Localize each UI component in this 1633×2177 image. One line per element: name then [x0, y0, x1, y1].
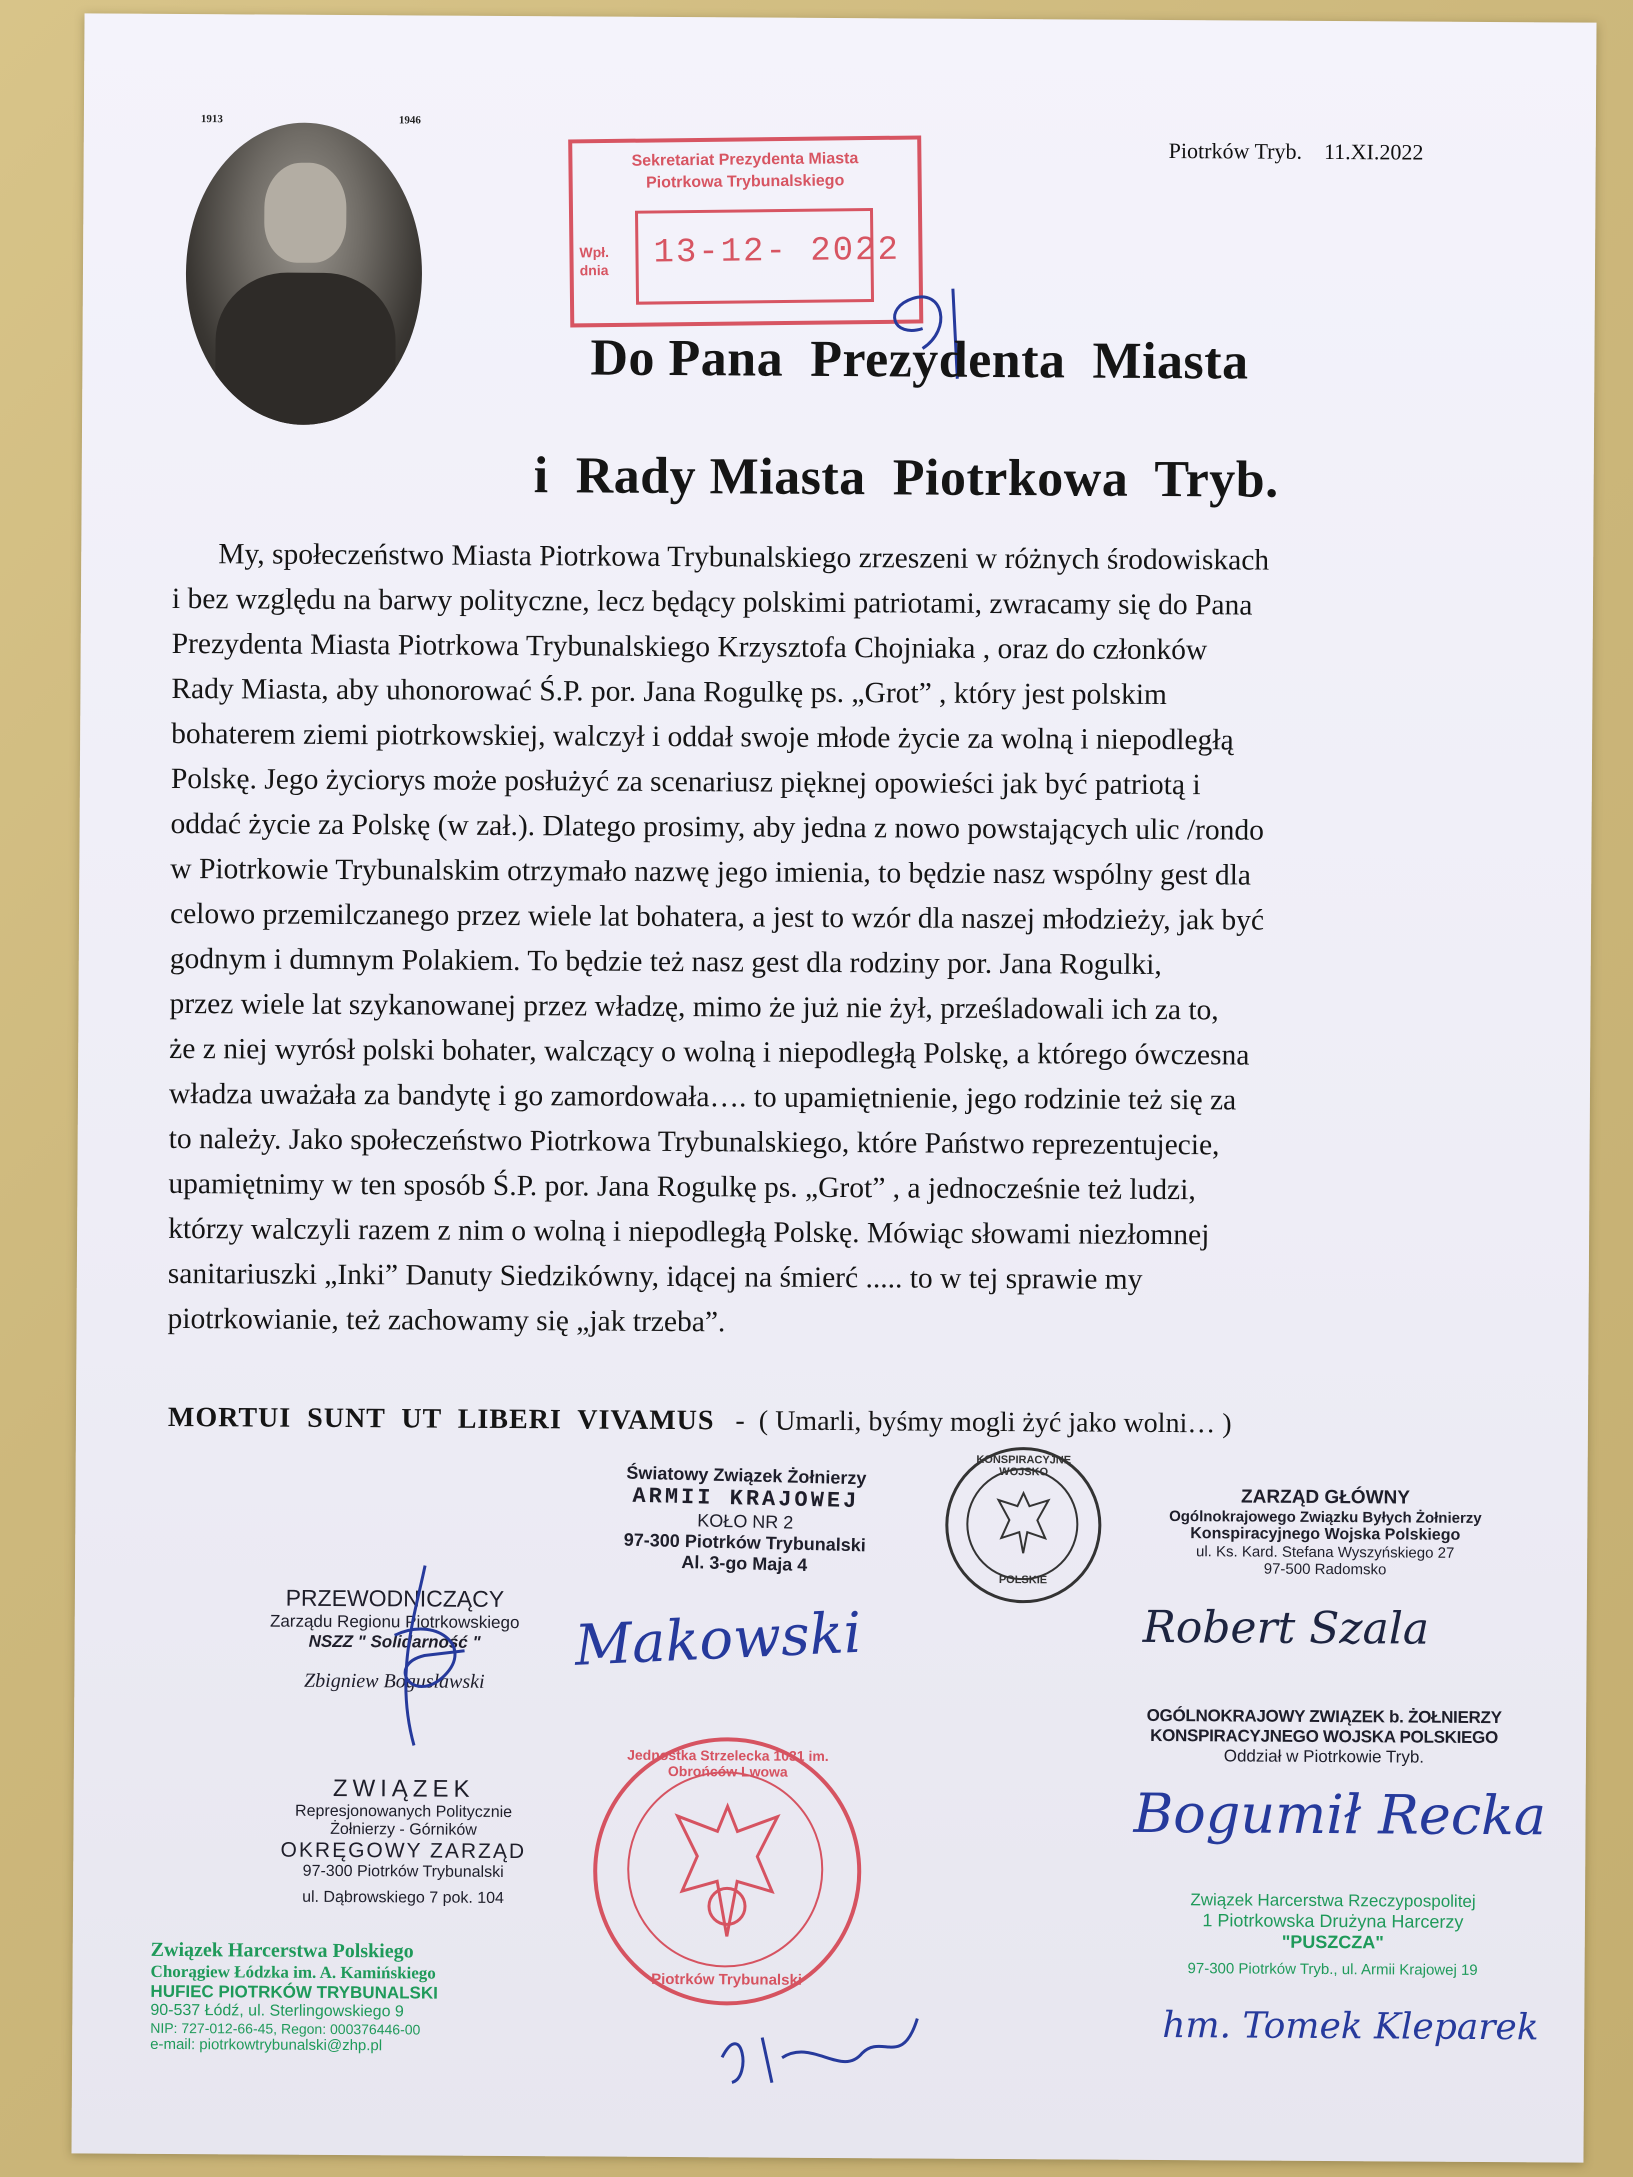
- body-line: My, społeczeństwo Miasta Piotrkowa Trybunalskiego zrzeszeni w różnych środowiskach: [218, 538, 1270, 577]
- stamp-labels: [579, 243, 609, 279]
- stamp-line: 97-300 Piotrków Tryb., ul. Armii Krajowej 19: [1187, 1960, 1478, 1979]
- death-year: 1946: [398, 114, 421, 127]
- stamp-line: KONSPIRACYJNEGO WOJSKA POLSKIEGO: [1150, 1725, 1498, 1748]
- stamp-line: Żołnierzy - Górników: [330, 1820, 477, 1839]
- body-line: oddać życie za Polskę (w zał.). Dlatego prosimy, aby jedna z nowo powstających ulic /rondo: [170, 807, 1265, 847]
- motto-latin: MORTUI SUNT UT LIBERI VIVAMUS: [167, 1401, 715, 1437]
- stamp-line: Chorągiew Łódzka im. A. Kamińskiego: [150, 1961, 436, 1983]
- stamp-line: Al. 3-go Maja 4: [681, 1551, 808, 1575]
- jednostka-bottom-text: Piotrków Trybunalski: [651, 1970, 803, 1989]
- stamp-line: ul. Dąbrowskiego 7 pok. 104: [302, 1888, 505, 1907]
- body-line: Rady Miasta, aby uhonorować Ś.P. por. Jana Rogulkę ps. „Grot” , który jest polskim: [171, 672, 1168, 712]
- body-line: bohaterem ziemi piotrkowskiej, walczył i oddał swoje młode życie za wolną i niepodległą: [171, 717, 1234, 757]
- letter-page: [71, 13, 1596, 2162]
- stamp-line: 1 Piotrkowska Drużyna Harcerzy: [1202, 1910, 1464, 1932]
- body-line: upamiętnimy w ten sposób Ś.P. por. Jana Rogulkę ps. „Grot” , a jednocześnie też ludzi,: [168, 1167, 1196, 1207]
- stamp-line: ARMII KRAJOWEJ: [632, 1483, 860, 1515]
- stamp-line: ul. Ks. Kard. Stefana Wyszyńskiego 27: [1195, 1543, 1455, 1562]
- stamp-line: e-mail: piotrkowtrybunalski@zhp.pl: [150, 2035, 383, 2055]
- signature-recka: Bogumił Recka: [1133, 1781, 1547, 1848]
- body-line: przez wiele lat szykanowanej przez władzę, mimo że już nie żył, prześladowali ich za to,: [169, 987, 1219, 1027]
- body-line: w Piotrkowie Trybunalskim otrzymało nazwę jego imienia, to będzie nasz wspólny gest dla: [170, 852, 1252, 892]
- title-line-1: Do Pana Prezydenta Miasta: [590, 329, 1249, 391]
- stamp-line: KOŁO NR 2: [697, 1510, 794, 1533]
- body-line: władza uważała za bandytę i go zamordowała…. to upamiętnienie, jego rodzinie też się za: [168, 1077, 1237, 1117]
- stamp-line: ZARZĄD GŁÓWNY: [1241, 1486, 1411, 1509]
- zhr-stamp: [1133, 1890, 1534, 1979]
- signature-kleparek: hm. Tomek Kleparek: [1162, 2005, 1539, 2049]
- stamp-line: Zbigniew Bogusławski: [304, 1669, 485, 1693]
- motto: [168, 1402, 1232, 1440]
- body-line: piotrkowianie, też zachowamy się „jak trzeba”.: [167, 1302, 726, 1339]
- stamp-line: Zarządu Regionu Piotrkowskiego: [269, 1611, 520, 1633]
- stamp-line: NIP: 727-012-66-45, Regon: 000376446-00: [150, 2019, 421, 2038]
- body-line: że z niej wyrósł polski bohater, walczący o wolną i niepodległą Polskę, a którego ówczesna: [169, 1032, 1250, 1072]
- stamp-line: Represjonowanych Politycznie: [295, 1802, 513, 1822]
- ak-stamp: [554, 1461, 936, 1579]
- stamp-line: HUFIEC PIOTRKÓW TRYBUNALSKI: [150, 1981, 438, 2003]
- stamp-line: Związek Harcerstwa Rzeczypospolitej: [1190, 1890, 1476, 1911]
- stamp-line: 97-300 Piotrków Trybunalski: [302, 1862, 504, 1881]
- oddzial-stamp: [1114, 1706, 1534, 1769]
- place-date: Piotrków Tryb. 11.XI.2022: [1168, 138, 1424, 165]
- stamp-line: 90-537 Łódź, ul. Sterlingowskiego 9: [150, 2001, 404, 2021]
- stamp-line: Związek Harcerstwa Polskiego: [150, 1938, 414, 1963]
- stamp-line: PRZEWODNICZĄCY: [285, 1584, 505, 1612]
- stamp-line: 97-300 Piotrków Trybunalski: [623, 1529, 867, 1556]
- signature-scribble: [354, 1555, 495, 1756]
- stamp-line: "PUSZCZA": [1281, 1931, 1384, 1953]
- portrait-photo: [185, 122, 423, 425]
- stamp-line: OKRĘGOWY ZARZĄD: [280, 1838, 527, 1864]
- eagle-icon: [667, 1796, 788, 1947]
- reception-stamp: [568, 135, 923, 327]
- wpl-label: Wpł.: [579, 243, 610, 261]
- stamp-line: Światowy Związek Żołnierzy: [626, 1462, 867, 1489]
- stamp-line: Ogólnokrajowego Związku Byłych Żołnierzy: [1169, 1508, 1482, 1527]
- letter-body: [167, 532, 1517, 1350]
- body-line: godnym i dumnym Polakiem. To będzie też nasz gest dla rodziny por. Jana Rogulki,: [169, 942, 1162, 981]
- body-line: którzy walczyli razem z nim o wolną i niepodległą Polskę. Mówiąc słowami niezłomnej: [168, 1212, 1210, 1252]
- signature-szala: Robert Szala: [1142, 1601, 1430, 1655]
- body-line: Prezydenta Miasta Piotrkowa Trybunalskiego Krzysztofa Chojniaka , oraz do członków: [171, 627, 1208, 667]
- stamp-line: Piotrkowa Trybunalskiego: [645, 172, 845, 192]
- stamp-date: 13-12- 2022: [653, 231, 901, 273]
- stamp-line: 97-500 Radomsko: [1263, 1560, 1387, 1579]
- zhp-stamp: [150, 1939, 571, 2056]
- title-line-2: i Rady Miasta Piotrkowa Tryb.: [533, 447, 1279, 509]
- portrait-head: [264, 163, 347, 263]
- dnia-label: dnia: [579, 262, 609, 279]
- kwp-round-stamp: [945, 1447, 1102, 1604]
- stamp-line: Oddział w Piotrkowie Tryb.: [1223, 1746, 1425, 1767]
- kwp-ring-text: KONSPIRACYJNE WOJSKO: [976, 1453, 1072, 1479]
- signature-scribble: [712, 1997, 933, 2098]
- stamp-line: NSZZ " Solidarność ": [308, 1631, 481, 1652]
- jednostka-ring-text: Jednostka Strzelecka 1031 im. Obrońców Lwowa: [627, 1746, 829, 1780]
- stamp-line: ZWIĄZEK: [332, 1774, 475, 1803]
- eagle-icon: [993, 1488, 1053, 1558]
- signature-makowski: Makowski: [573, 1600, 863, 1679]
- kwp-bottom-text: POLSKIE: [998, 1574, 1048, 1587]
- zwiazek-gornikow-stamp: [223, 1774, 584, 1908]
- body-line: celowo przemilczanego przez wiele lat bohatera, a jest to wzór dla naszej młodzieży, jak być: [169, 897, 1265, 937]
- zarzad-glowny-stamp: [1135, 1486, 1516, 1579]
- stamp-line: Konspiracyjnego Wojska Polskiego: [1190, 1525, 1461, 1544]
- motto-translation: - ( Umarli, byśmy mogli żyć jako wolni… ): [735, 1405, 1232, 1440]
- stamp-line: Sekretariat Prezydenta Miasta: [631, 150, 859, 170]
- body-line: Polskę. Jego życiorys może posłużyć za scenariusz pięknej opowieści jak być patriotą i: [170, 762, 1201, 802]
- body-line: i bez względu na barwy polityczne, lecz będący polskimi patriotami, zwracamy się do Pana: [171, 582, 1253, 622]
- portrait-uniform: [215, 272, 396, 425]
- jednostka-round-stamp: [592, 1737, 862, 2007]
- stamp-line: OGÓLNOKRAJOWY ZWIĄZEK b. ŻOŁNIERZY: [1146, 1705, 1502, 1728]
- birth-year: 1913: [200, 113, 223, 126]
- body-line: to należy. Jako społeczeństwo Piotrkowa Trybunalskiego, które Państwo reprezentujecie,: [168, 1122, 1220, 1162]
- body-line: sanitariuszki „Inki” Danuty Siedzikówny, idącej na śmierć ..... to w tej sprawie my: [167, 1257, 1143, 1296]
